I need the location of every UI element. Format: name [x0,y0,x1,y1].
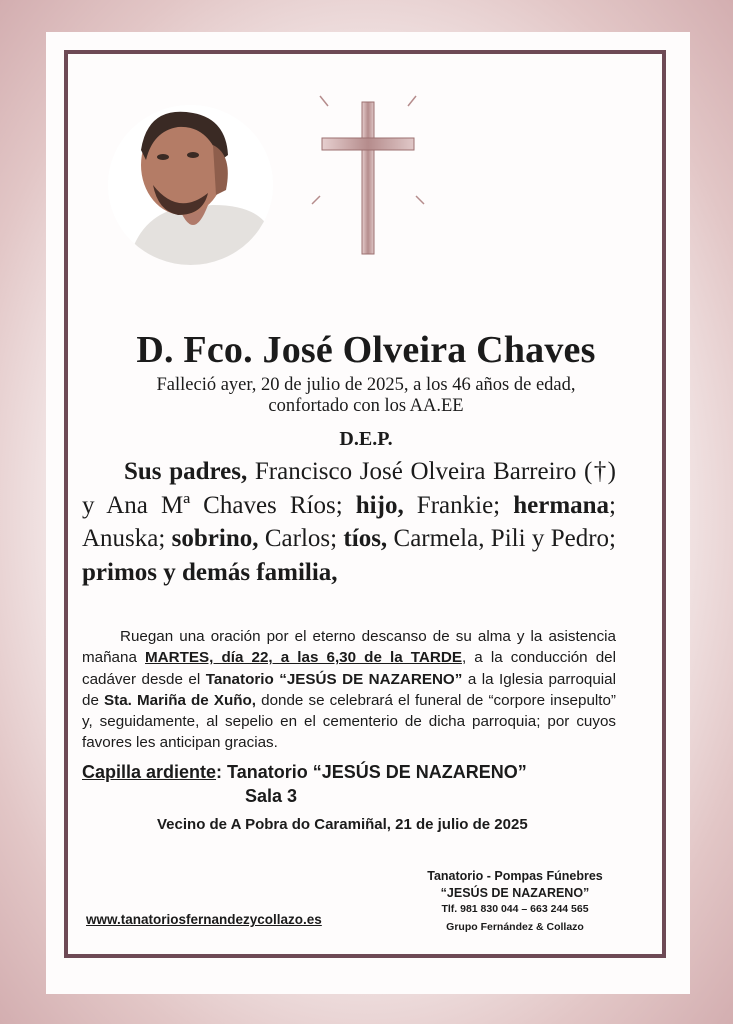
tios-names: Carmela, Pili y Pedro; [393,525,616,552]
funeral-home-info [400,868,630,936]
capilla-label: Capilla ardiente [82,762,217,782]
dep-heading: D.E.P. [339,428,393,450]
death-line-1: Falleció ayer, 20 de julio de 2025, a los 46 años de edad, [156,375,576,395]
prayer-paragraph [82,626,616,754]
capilla-ardiente [82,762,527,783]
tios-label: tíos, [343,525,388,552]
sobrino-label: sobrino, [171,525,259,552]
cross-icon [308,92,428,262]
capilla-value: : Tanatorio “JESÚS DE NAZARENO” [216,762,527,782]
funeral-home-phones: Tlf. 981 830 044 – 663 244 565 [441,903,589,915]
sobrino-name: Carlos; [264,525,338,552]
capilla-room: Sala 3 [245,786,298,806]
funeral-home-line-1: Tanatorio - Pompas Fúnebres [427,869,603,883]
prayer-tanatorio: Tanatorio “JESÚS DE NAZARENO” [205,670,463,688]
family-paragraph [82,455,616,589]
prayer-part-1: Ruegan una oración por el eterno descanso de su alma y la asistencia mañana [82,628,616,667]
funeral-home-line-2: “JESÚS DE NAZARENO” [440,886,590,900]
hijo-label: hijo, [355,491,404,519]
hijo-name: Frankie; [416,491,501,519]
residence-date: Vecino de A Pobra do Caramiñal, 21 de julio de 2025 [157,816,528,833]
funeral-home-group: Grupo Fernández & Collazo [446,921,584,933]
hermana-name: ; Anuska; [82,491,616,552]
deceased-photo [108,105,273,265]
prayer-church: Sta. Mariña de Xuño, [104,691,257,709]
death-line-2: confortado con los AA.EE [268,396,464,416]
padres-names: Francisco José Olveira Barreiro (†) y Ana Mª Chaves Ríos; [82,458,617,519]
prayer-part-2: , a la conducción del cadáver desde el [82,649,616,688]
prayer-part-4: donde se celebrará el funeral de “corpore insepulto” y, seguidamente, al sepelio en el cementerio de dicha parroquia; por cuyos favores les anticipan gracias. [82,691,616,752]
website-link[interactable]: www.tanatoriosfernandezycollazo.es [86,912,322,927]
deceased-name: D. Fco. José Olveira Chaves [136,329,596,371]
death-notice [66,375,666,417]
hermana-label: hermana [513,491,610,519]
prayer-part-3: a la Iglesia parroquial de [82,670,616,709]
primos-label: primos y demás familia, [82,558,338,586]
prayer-date-time: MARTES, día 22, a las 6,30 de la TARDE [145,649,462,667]
padres-label: Sus padres, [124,458,248,485]
